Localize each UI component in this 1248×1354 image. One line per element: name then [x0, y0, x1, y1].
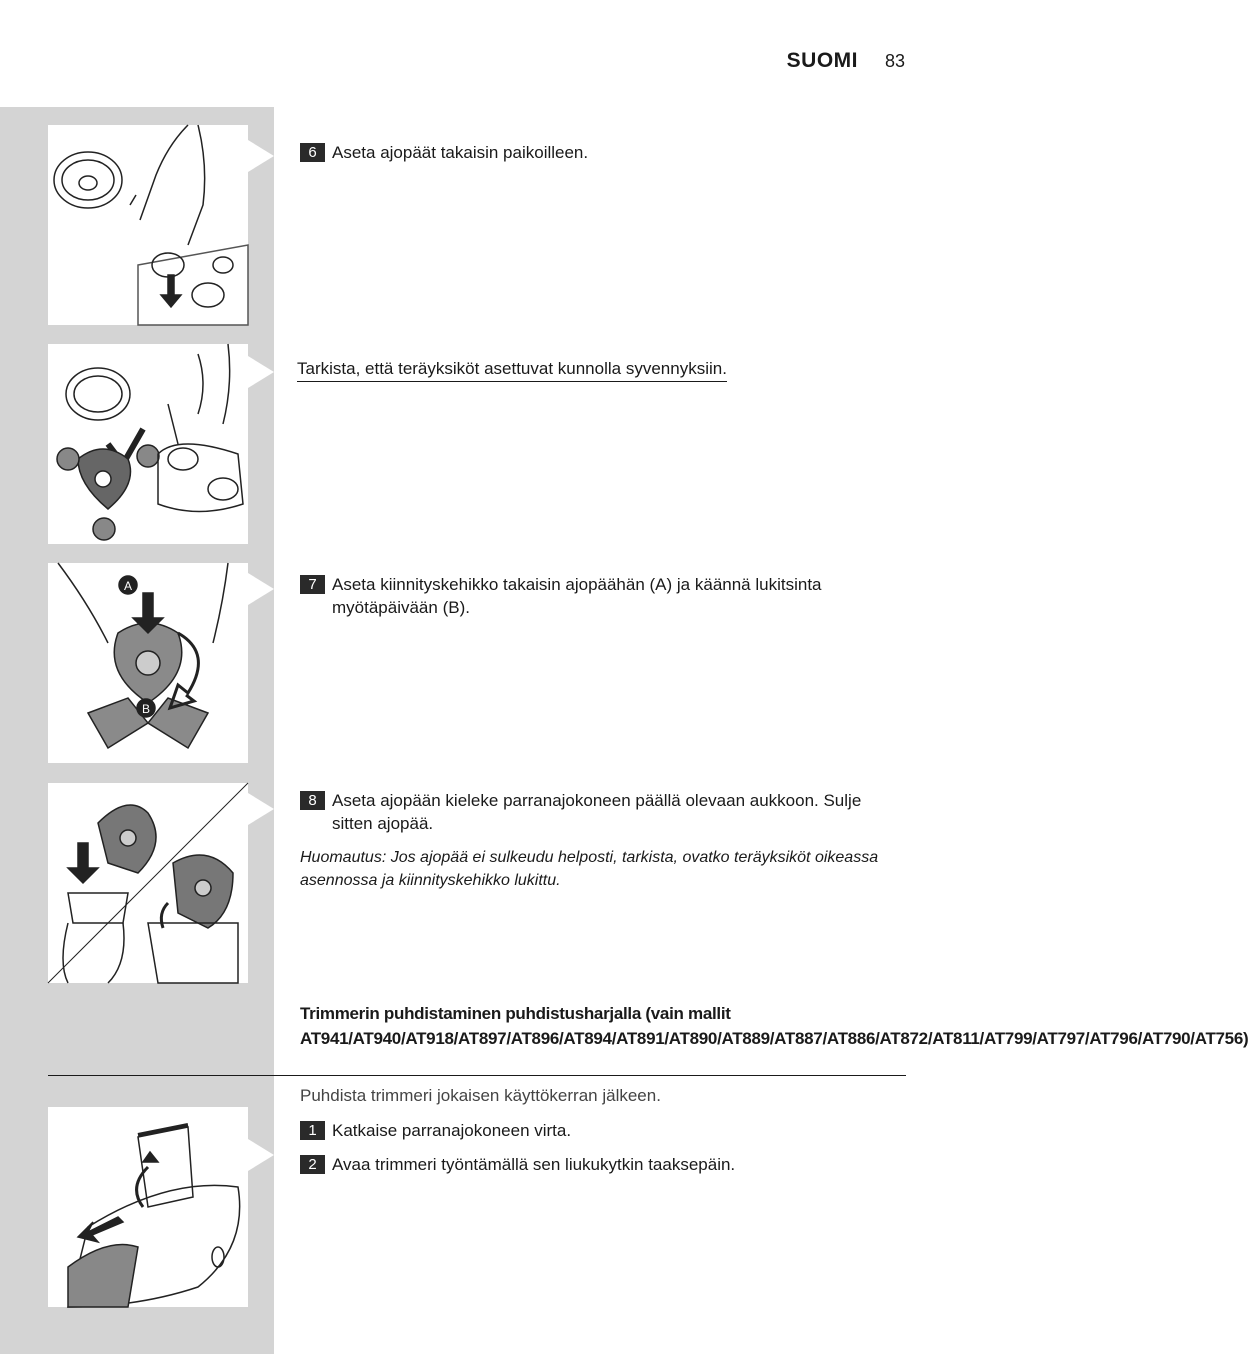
step-6	[300, 141, 900, 164]
figure-pointer	[248, 573, 274, 605]
section-intro: Puhdista trimmeri jokaisen käyttökerran jälkeen.	[300, 1086, 661, 1105]
step-number: 7	[300, 575, 325, 594]
step-7	[300, 573, 870, 619]
section-step-2	[300, 1153, 900, 1176]
figure-pointer	[248, 793, 274, 825]
check-instruction: Tarkista, että teräyksiköt asettuvat kunnolla syvennyksiin.	[297, 357, 727, 382]
section-step-1	[300, 1119, 900, 1142]
step-text: Avaa trimmeri työntämällä sen liukukytkin taaksepäin.	[332, 1155, 736, 1174]
figure-label-b: B	[141, 702, 151, 716]
step-text: Aseta ajopäät takaisin paikoilleen.	[332, 143, 589, 162]
figure-pointer	[248, 140, 274, 172]
step-text: Aseta ajopään kieleke parranajokoneen päällä olevaan aukkoon. Sulje sitten ajopää.	[332, 791, 862, 833]
figure-attach-frame	[48, 563, 248, 763]
step-text: Katkaise parranajokoneen virta.	[332, 1121, 572, 1140]
figure-close-head	[48, 783, 248, 983]
step-number: 2	[300, 1155, 325, 1174]
note-text: Huomautus: Jos ajopää ei sulkeudu helposti, tarkista, ovatko teräyksiköt oikeassa asennossa ja kiinnityskehikko lukittu.	[300, 849, 879, 889]
page-number: 83	[884, 51, 905, 71]
figure-label-a: A	[123, 579, 133, 593]
step-number: 1	[300, 1121, 325, 1140]
figure-insert-cutters	[48, 125, 248, 325]
header-language: SUOMI	[786, 49, 858, 72]
step-number: 8	[300, 791, 325, 810]
section-divider	[48, 1075, 906, 1076]
figure-pointer	[248, 1139, 274, 1171]
step-number: 6	[300, 143, 325, 162]
section-title: Trimmerin puhdistaminen puhdistusharjalla (vain mallit AT941/AT940/AT918/AT897/AT896/AT894/AT891/AT890/AT889/AT887/AT886/AT872/AT811/AT799/AT797/AT796/AT790/AT756)	[300, 1004, 1248, 1048]
figure-open-trimmer	[48, 1107, 248, 1307]
figure-pointer	[248, 356, 274, 388]
step-8	[300, 789, 870, 835]
figure-check-cutters	[48, 344, 248, 544]
step-text: Aseta kiinnityskehikko takaisin ajopäähän (A) ja käännä lukitsinta myötäpäivään (B).	[332, 575, 822, 617]
